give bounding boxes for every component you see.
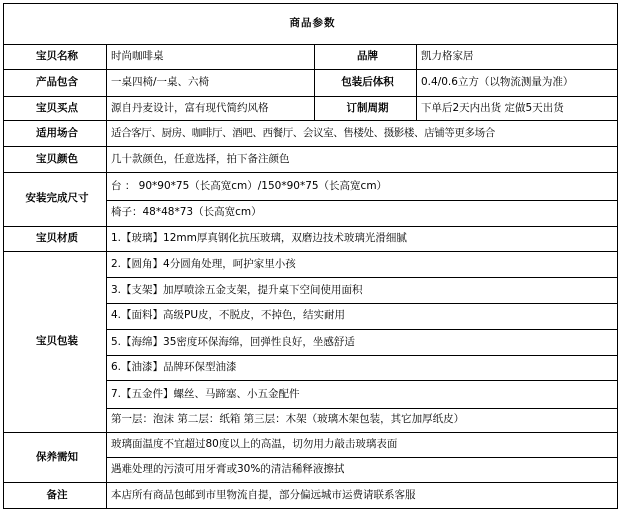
row-color [4,147,618,173]
value-custom-period: 下单后2天内出货 定做5天出货 [417,96,618,121]
label-color: 宝贝颜色 [4,147,107,173]
label-product-name: 宝贝名称 [4,45,107,70]
value-package-contents: 一桌四椅/一桌、六椅 [107,69,315,96]
label-package-volume: 包装后体积 [315,69,417,96]
packaging-item: 7.【五金件】螺丝、马蹄塞、小五金配件 [107,381,618,409]
label-suitable-places: 适用场合 [4,121,107,147]
label-package-contents: 产品包含 [4,69,107,96]
label-packaging: 宝贝包装 [4,252,107,432]
product-spec-table [3,3,618,509]
packaging-item: 3.【支架】加厚喷涂五金支架，提升桌下空间使用面积 [107,278,618,304]
value-color: 几十款颜色，任意选择，拍下备注颜色 [107,147,618,173]
value-product-name: 时尚咖啡桌 [107,45,315,70]
page-title: 商品参数 [4,4,618,45]
row-selling [4,96,618,121]
row-name [4,45,618,70]
value-brand: 凯力格家居 [417,45,618,70]
value-chair-size: 椅子：48*48*73（长高宽cm） [107,200,618,226]
label-installed-size: 安装完成尺寸 [4,172,107,226]
label-brand: 品牌 [315,45,417,70]
packaging-item: 6.【油漆】品牌环保型油漆 [107,356,618,381]
title-row [4,4,618,45]
label-care-notes: 保养需知 [4,432,107,482]
care-item: 遇难处理的污渍可用牙膏或30%的清洁稀释液擦拭 [107,458,618,483]
label-material: 宝贝材质 [4,226,107,252]
row-packing-1 [4,252,618,278]
care-item: 玻璃面温度不宜超过80度以上的高温，切勿用力敲击玻璃表面 [107,432,618,458]
value-suitable-places: 适合客厅、厨房、咖啡厅、酒吧、西餐厅、会议室、售楼处、摄影楼、店铺等更多场合 [107,121,618,147]
value-package-volume: 0.4/0.6立方（以物流测量为准） [417,69,618,96]
value-selling-point: 源自丹麦设计，富有现代简约风格 [107,96,315,121]
packaging-item: 4.【面料】高级PU皮，不脱皮，不掉色，结实耐用 [107,303,618,329]
row-remark [4,483,618,509]
packaging-item: 2.【圆角】4分圆角处理，呵护家里小孩 [107,252,618,278]
value-material: 1.【玻璃】12mm厚真钢化抗压玻璃，双磨边技术玻璃光滑细腻 [107,226,618,252]
row-scene [4,121,618,147]
packaging-layers: 第一层：泡沫 第二层：纸箱 第三层：木架（玻璃木架包装，其它加厚纸皮） [107,408,618,432]
row-material [4,226,618,252]
label-custom-period: 订制周期 [315,96,417,121]
value-table-size: 台 ： 90*90*75（长高宽cm）/150*90*75（长高宽cm） [107,172,618,200]
row-care-1 [4,432,618,458]
label-remark: 备注 [4,483,107,509]
row-size-table [4,172,618,200]
value-remark: 本店所有商品包邮到市里物流自提，部分偏远城市运费请联系客服 [107,483,618,509]
row-package [4,69,618,96]
packaging-item: 5.【海绵】35密度环保海绵，回弹性良好，坐感舒适 [107,329,618,356]
label-selling-point: 宝贝买点 [4,96,107,121]
